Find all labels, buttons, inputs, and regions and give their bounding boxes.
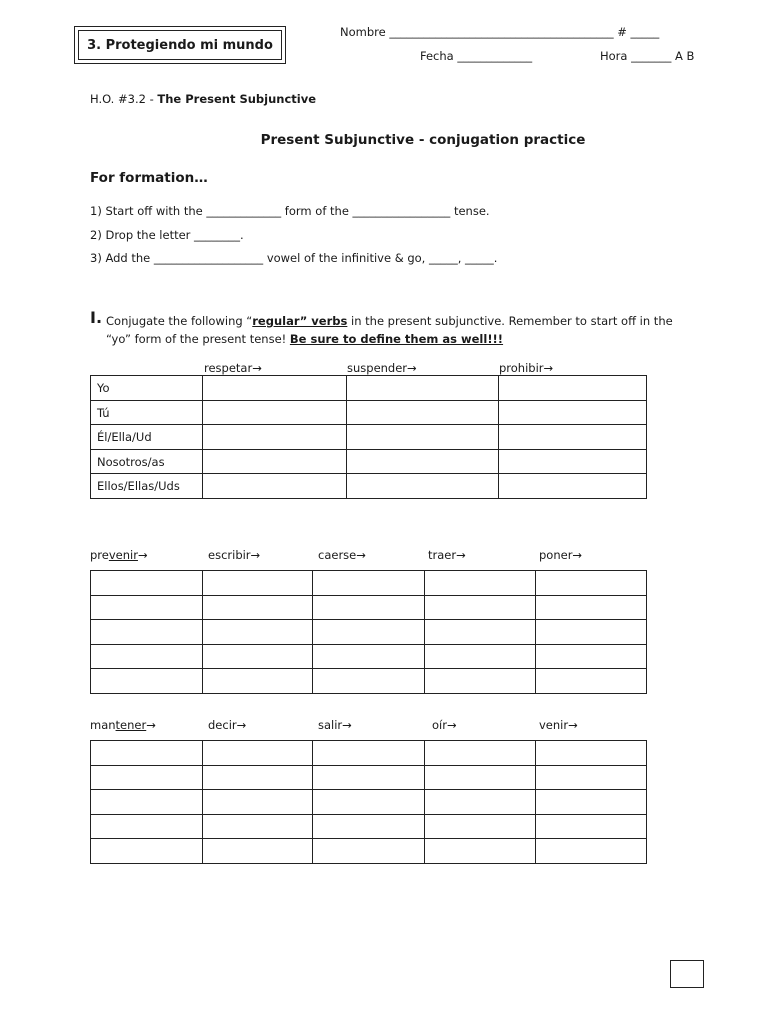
answer-cell[interactable] xyxy=(536,571,647,596)
answer-cell[interactable] xyxy=(313,839,425,864)
answer-cell[interactable] xyxy=(425,839,536,864)
handout-title: The Present Subjunctive xyxy=(157,92,317,106)
answer-cell[interactable] xyxy=(203,766,313,790)
verb-label-decir: decir→ xyxy=(208,718,247,732)
answer-cell[interactable] xyxy=(536,790,647,815)
verb-prefix: pre xyxy=(90,548,109,562)
answer-cell[interactable] xyxy=(313,815,425,839)
answer-cell[interactable] xyxy=(203,839,313,864)
instr-part-a: Conjugate the following “ xyxy=(106,314,253,328)
verb-label-salir: salir→ xyxy=(318,718,352,732)
instr-part-c: in the present subjunctive. Remember to start off in the “yo” form of the present tense! xyxy=(106,314,673,346)
answer-cell[interactable] xyxy=(91,815,203,839)
table-row xyxy=(91,450,647,474)
verb-label-oir: oír→ xyxy=(432,718,457,732)
table-row xyxy=(91,766,647,790)
answer-cell[interactable] xyxy=(536,815,647,839)
answer-cell[interactable] xyxy=(313,645,425,669)
answer-cell[interactable] xyxy=(203,425,347,450)
section-numeral: I. xyxy=(90,308,103,327)
hora-field: Hora _______ A B xyxy=(600,49,695,63)
answer-cell[interactable] xyxy=(347,425,499,450)
answer-cell[interactable] xyxy=(313,766,425,790)
unit-title-box xyxy=(74,26,286,64)
answer-cell[interactable] xyxy=(425,620,536,645)
pronoun-cell: Ellos/Ellas/Uds xyxy=(91,474,203,499)
formation-step-2: 2) Drop the letter ________. xyxy=(90,228,244,242)
answer-cell[interactable] xyxy=(203,790,313,815)
answer-cell[interactable] xyxy=(536,741,647,766)
answer-cell[interactable] xyxy=(91,790,203,815)
answer-cell[interactable] xyxy=(425,766,536,790)
table-row xyxy=(91,376,647,401)
answer-cell[interactable] xyxy=(313,571,425,596)
answer-cell[interactable] xyxy=(425,669,536,694)
answer-cell[interactable] xyxy=(536,645,647,669)
page-number-box xyxy=(670,960,704,988)
answer-cell[interactable] xyxy=(91,645,203,669)
answer-cell[interactable] xyxy=(425,645,536,669)
answer-cell[interactable] xyxy=(203,741,313,766)
answer-cell[interactable] xyxy=(425,596,536,620)
answer-cell[interactable] xyxy=(425,571,536,596)
verb-underlined: tener xyxy=(115,718,147,732)
formation-step-1: 1) Start off with the _____________ form of the _________________ tense. xyxy=(90,204,490,218)
answer-cell[interactable] xyxy=(499,425,647,450)
answer-cell[interactable] xyxy=(313,790,425,815)
handout-label xyxy=(90,92,316,106)
table-row xyxy=(91,401,647,425)
verb-label-escribir: escribir→ xyxy=(208,548,261,562)
answer-cell[interactable] xyxy=(91,596,203,620)
answer-cell[interactable] xyxy=(499,450,647,474)
table-row xyxy=(91,839,647,864)
verb-label-poner: poner→ xyxy=(539,548,583,562)
answer-cell[interactable] xyxy=(425,815,536,839)
verb-label-prevenir xyxy=(90,548,148,562)
pronoun-cell: Él/Ella/Ud xyxy=(91,425,203,450)
verb-label-venir: venir→ xyxy=(539,718,578,732)
table-row xyxy=(91,669,647,694)
verb-prefix: man xyxy=(90,718,116,732)
answer-cell[interactable] xyxy=(347,401,499,425)
answer-cell[interactable] xyxy=(91,839,203,864)
answer-cell[interactable] xyxy=(203,815,313,839)
answer-cell[interactable] xyxy=(203,645,313,669)
pronoun-cell: Tú xyxy=(91,401,203,425)
verb-label-respetar: respetar→ xyxy=(204,361,262,375)
answer-cell[interactable] xyxy=(91,741,203,766)
formation-heading: For formation… xyxy=(90,170,208,186)
table-row xyxy=(91,790,647,815)
answer-cell[interactable] xyxy=(313,620,425,645)
answer-cell[interactable] xyxy=(203,450,347,474)
answer-cell[interactable] xyxy=(313,669,425,694)
verb-underlined: venir xyxy=(108,548,138,562)
verb-arrow: → xyxy=(146,718,156,732)
answer-cell[interactable] xyxy=(203,596,313,620)
verb-label-suspender: suspender→ xyxy=(347,361,417,375)
answer-cell[interactable] xyxy=(203,474,347,499)
table-row xyxy=(91,596,647,620)
verb-label-caerse: caerse→ xyxy=(318,548,366,562)
answer-cell[interactable] xyxy=(313,741,425,766)
answer-cell[interactable] xyxy=(91,669,203,694)
answer-cell[interactable] xyxy=(347,450,499,474)
conjugation-table-2 xyxy=(90,570,647,694)
answer-cell[interactable] xyxy=(203,669,313,694)
nombre-field: Nombre _______________________________________ # _____ xyxy=(340,25,660,39)
answer-cell[interactable] xyxy=(347,474,499,499)
answer-cell[interactable] xyxy=(425,741,536,766)
answer-cell[interactable] xyxy=(536,669,647,694)
answer-cell[interactable] xyxy=(91,571,203,596)
instr-part-d: Be sure to define them as well!!! xyxy=(289,332,504,346)
answer-cell[interactable] xyxy=(91,766,203,790)
fecha-field: Fecha _____________ xyxy=(420,49,533,63)
answer-cell[interactable] xyxy=(203,401,347,425)
answer-cell[interactable] xyxy=(347,376,499,401)
answer-cell[interactable] xyxy=(499,376,647,401)
instr-part-b: regular” verbs xyxy=(252,314,348,328)
verb-label-mantener xyxy=(90,718,156,732)
table-row xyxy=(91,645,647,669)
answer-cell[interactable] xyxy=(91,620,203,645)
answer-cell[interactable] xyxy=(499,474,647,499)
table-row xyxy=(91,474,647,499)
answer-cell[interactable] xyxy=(536,620,647,645)
verb-label-traer: traer→ xyxy=(428,548,466,562)
table-row xyxy=(91,815,647,839)
answer-cell[interactable] xyxy=(425,790,536,815)
answer-cell[interactable] xyxy=(499,401,647,425)
answer-cell[interactable] xyxy=(313,596,425,620)
verb-arrow: → xyxy=(137,548,148,562)
pronoun-cell: Yo xyxy=(91,376,203,401)
verb-label-prohibir: prohibir→ xyxy=(499,361,554,375)
answer-cell[interactable] xyxy=(536,839,647,864)
answer-cell[interactable] xyxy=(536,766,647,790)
answer-cell[interactable] xyxy=(203,571,313,596)
table-row xyxy=(91,425,647,450)
answer-cell[interactable] xyxy=(203,620,313,645)
page-subtitle: Present Subjunctive - conjugation practice xyxy=(260,132,586,148)
section-instructions xyxy=(106,312,686,348)
table-row xyxy=(91,571,647,596)
conjugation-table-1 xyxy=(90,375,647,499)
answer-cell[interactable] xyxy=(203,376,347,401)
handout-number: H.O. #3.2 - xyxy=(90,92,158,106)
unit-title: 3. Protegiendo mi mundo xyxy=(78,30,282,60)
table-row xyxy=(91,620,647,645)
table-row xyxy=(91,741,647,766)
conjugation-table-3 xyxy=(90,740,647,864)
pronoun-cell: Nosotros/as xyxy=(91,450,203,474)
answer-cell[interactable] xyxy=(536,596,647,620)
formation-step-3: 3) Add the ___________________ vowel of the infinitive & go, _____, _____. xyxy=(90,251,498,265)
